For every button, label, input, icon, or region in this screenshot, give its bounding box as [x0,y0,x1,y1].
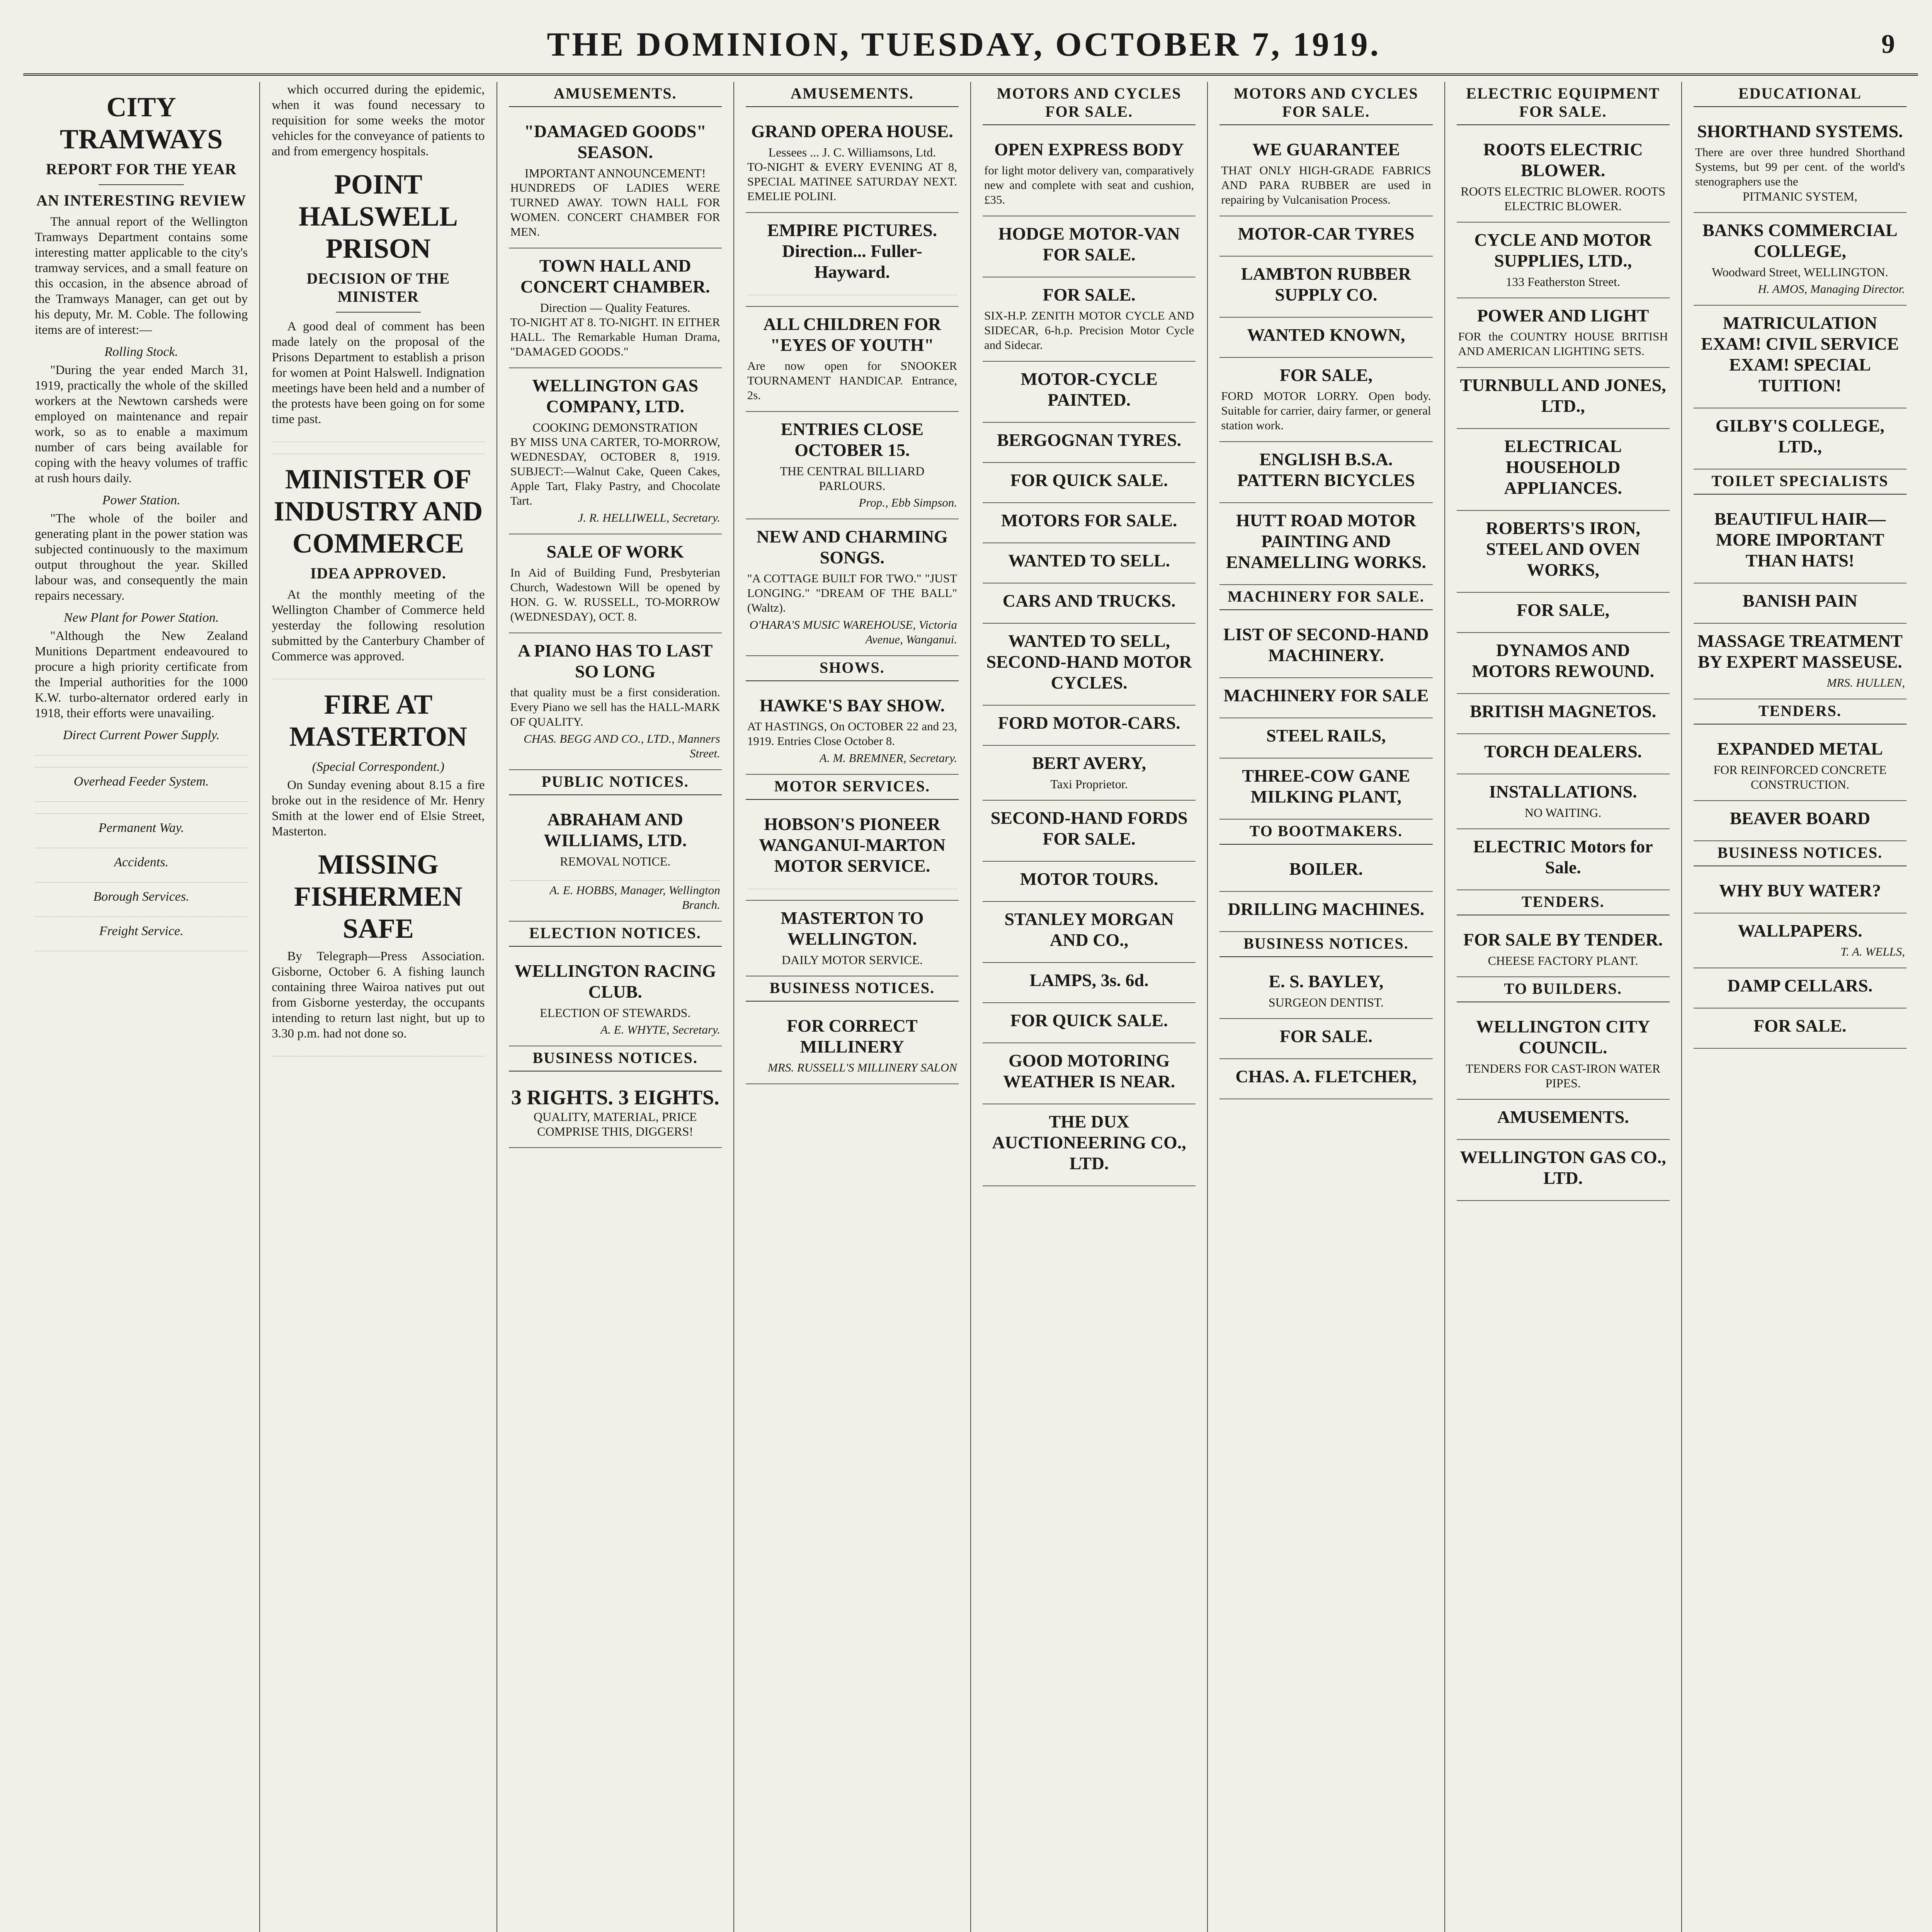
ad-massage [1694,624,1906,699]
ad-title: MOTOR TOURS. [1020,869,1158,889]
divider [99,184,184,185]
headline-point-halswell: POINT HALSWELL PRISON [298,169,458,264]
ad-title: AMUSEMENTS. [1497,1107,1629,1127]
ad-piano [509,633,722,770]
ad-title: EMPIRE PICTURES. Direction... Fuller-Hayward. [767,220,937,282]
ad-title: LIST OF SECOND-HAND MACHINERY. [1223,624,1429,665]
ad-title: DRILLING MACHINES. [1228,899,1425,919]
ad-body: SIX-H.P. ZENITH MOTOR CYCLE AND SIDECAR, 6-h.p. Precision Motor Cycle and Sidecar. [984,309,1194,352]
column-motors-cycles [971,82,1208,1932]
ad-title: DYNAMOS AND MOTORS REWOUND. [1472,640,1655,681]
article-paragraph: By Telegraph—Press Association. Gisborne, October 6. A fishing launch containing three Wairoa natives put out from Gisborne yesterday, the occupants intending to return last night, but up to 3.30 p.m. had not done so. [272,949,485,1041]
ad-title: ELECTRIC Motors for Sale. [1473,837,1653,877]
ad-line: 133 Featherston Street. [1506,275,1621,289]
ad-for-sale [1457,593,1670,633]
ad-machinery-for-sale [1219,678,1432,718]
ad-title: POWER AND LIGHT [1477,306,1649,325]
ad-title: FOR SALE. [1753,1016,1847,1036]
section-header-business-notices: BUSINESS NOTICES. [746,976,959,1002]
section-header-tenders: TENDERS. [1694,699,1906,724]
article-paragraph: "During the year ended March 31, 1919, practically the whole of the skilled workers at the Newtown carsheds were employed on maintenance and repair work, so as to enable a maximum number of cars being available for coping with the heavy volumes of traffic at rush hours daily. [35,363,248,485]
text-line [747,879,957,889]
masthead-title: THE DOMINION, TUESDAY, OCTOBER 7, 1919. [547,26,1381,63]
ad-body: TO-NIGHT & EVERY EVENING AT 8, SPECIAL MATINEE SATURDAY NEXT. EMELIE POLINI. [747,160,957,203]
ad-billiard-parlours [746,412,959,519]
ad-matriculation [1694,306,1906,408]
subhead-report: REPORT FOR THE YEAR [46,160,237,178]
ad-title: CYCLE AND MOTOR SUPPLIES, LTD., [1474,230,1652,270]
ad-title: BANKS COMMERCIAL COLLEGE, [1702,220,1898,261]
section-header-amusements: AMUSEMENTS. [746,82,959,107]
ad-title: FOR CORRECT MILLINERY [787,1016,918,1056]
article-paragraph: "The whole of the boiler and generating plant in the power station was subjected continuously to the maximum output throughout the year. Skilled labour was, and consequently the main repairs necessary. [35,512,248,603]
ad-signature: O'HARA'S MUSIC WAREHOUSE, Victoria Avenue, Wanganui. [749,618,957,646]
ad-second-hand-machinery [1219,617,1432,678]
ad-turnbull-jones [1457,368,1670,429]
section-header-machinery: MACHINERY FOR SALE. [1219,585,1432,610]
ad-second-hand-fords [983,801,1196,862]
ad-three-rights [509,1078,722,1148]
section-permanent-way: Permanent Way. [98,821,184,835]
ad-body: "A COTTAGE BUILT FOR TWO." "JUST LONGING." "DREAM OF THE BALL" (Waltz). [747,571,957,614]
ad-title: INSTALLATIONS. [1489,782,1637,801]
section-new-plant: New Plant for Power Station. [63,611,219,625]
ad-chas-fletcher [1219,1059,1432,1099]
ad-lamps [983,963,1196,1003]
ad-title: WHY BUY WATER? [1719,881,1881,900]
ad-dynamos-motors [1457,633,1670,694]
ad-signature: CHAS. BEGG AND CO., LTD., Manners Street. [524,732,720,760]
ad-city-council [1457,1009,1670,1100]
section-borough-services: Borough Services. [93,889,189,904]
column-amusements-2 [734,82,971,1932]
headline-minister-industry: MINISTER OF INDUSTRY AND COMMERCE [274,464,483,559]
ad-title: THREE-COW GANE MILKING PLANT, [1242,766,1410,806]
ad-masterton-motor-service [746,901,959,976]
text-line [510,871,720,881]
ad-racing-club [509,954,722,1046]
ad-gas-co [1457,1140,1670,1201]
ad-damaged-goods [509,114,722,248]
ad-motor-car-tyres [1219,216,1432,257]
text-line [35,838,248,848]
ad-title: FOR QUICK SALE. [1010,1010,1168,1030]
ad-grand-opera-house [746,114,959,213]
text-line [35,907,248,917]
ad-body: In Aid of Building Fund, Presbyterian Church, Wadestown Will be opened by HON. G. W. RUSSELL, TO-MORROW (WEDNESDAY), OCT. 8. [510,566,720,623]
column-motors-machinery [1208,82,1445,1932]
section-header-toilet-specialists: TOILET SPECIALISTS [1694,469,1906,495]
ad-eyes-of-youth [746,307,959,412]
ad-title: FOR SALE. [1279,1026,1372,1046]
ad-title: BERT AVERY, [1032,753,1146,773]
ad-motoring-weather [983,1043,1196,1104]
ad-torch-dealers [1457,734,1670,774]
ad-line: Woodward Street, WELLINGTON. [1712,265,1888,279]
ad-abraham-williams [509,802,722,922]
ad-power-and-light [1457,298,1670,368]
ad-cheese-factory [1457,922,1670,977]
ad-title: A PIANO HAS TO LAST SO LONG [517,641,713,681]
dateline: (Special Correspondent.) [312,760,445,774]
ad-title: WANTED TO SELL, SECOND-HAND MOTOR CYCLES. [986,631,1192,692]
ad-ford-lorry [1219,358,1432,442]
ad-express-body [983,132,1196,216]
ad-installations [1457,774,1670,829]
ad-title: GOOD MOTORING WEATHER IS NEAR. [1003,1051,1175,1091]
ad-title: GRAND OPERA HOUSE. [751,121,953,141]
ad-title: WELLINGTON GAS COMPANY, LTD. [532,376,699,416]
ad-title: MACHINERY FOR SALE [1223,685,1429,705]
section-direct-current: Direct Current Power Supply. [63,728,220,742]
ad-title: LAMPS, 3s. 6d. [1029,970,1149,990]
section-header-public-notices: PUBLIC NOTICES. [509,770,722,795]
ad-bergognan-tyres [983,423,1196,463]
section-power-station: Power Station. [102,493,180,507]
subhead-decision: DECISION OF THE MINISTER [306,270,450,305]
section-overhead-feeder: Overhead Feeder System. [73,774,209,789]
ad-signature: Prop., Ebb Simpson. [859,496,957,509]
ad-line: COOKING DEMONSTRATION [532,420,698,434]
ad-body: FORD MOTOR LORRY. Open body. Suitable for carrier, dairy farmer, or general station work. [1221,389,1431,432]
ad-drilling-machines [1219,892,1432,932]
section-header-election-notices: ELECTION NOTICES. [509,922,722,947]
text-line [35,792,248,802]
ad-title: TOWN HALL AND CONCERT CHAMBER. [520,256,710,296]
ad-title: OPEN EXPRESS BODY [994,139,1184,159]
text-line [272,432,485,442]
text-line [272,670,485,679]
section-header-educational: EDUCATIONAL [1694,82,1906,107]
text-line [35,758,248,767]
ad-body: for light motor delivery van, comparatively new and complete with seat and cushion, £35. [984,163,1194,206]
ad-title: FOR SALE, [1516,600,1610,620]
ad-title: ALL CHILDREN FOR "EYES OF YOUTH" [763,314,941,355]
ad-lambton-rubber [1219,257,1432,318]
ad-milking-plant [1219,759,1432,820]
section-header-builders: TO BUILDERS. [1457,977,1670,1002]
ad-title: BOILER. [1289,859,1363,879]
article-paragraph: At the monthly meeting of the Wellington Chamber of Commerce held yesterday the following resolution submitted by the Canterbury Chamber of Commerce was approved. [272,588,485,663]
subhead-review: AN INTERESTING REVIEW [36,192,247,209]
ad-title: BEAUTIFUL HAIR—MORE IMPORTANT THAN HATS! [1714,509,1886,570]
ad-title: MOTOR-CAR TYRES [1238,224,1415,243]
text-line [272,444,485,454]
ad-title: MASTERTON TO WELLINGTON. [781,908,924,949]
ad-title: CARS AND TRUCKS. [1002,591,1176,611]
ad-roots-blower [1457,132,1670,223]
ad-title: TORCH DEALERS. [1484,742,1642,761]
ad-motors-for-sale [983,503,1196,543]
ad-title: FOR SALE. [1043,285,1136,304]
ad-quick-sale-2 [983,1003,1196,1043]
ad-title: FOR QUICK SALE. [1010,470,1168,490]
ad-title: SECOND-HAND FORDS FOR SALE. [990,808,1188,849]
ad-household-appliances [1457,429,1670,511]
ad-empire-pictures [746,213,959,307]
ad-signature: A. E. WHYTE, Secretary. [600,1023,720,1036]
ad-title: WANTED KNOWN, [1247,325,1405,345]
ad-british-magnetos [1457,694,1670,734]
ad-title: WELLINGTON RACING CLUB. [514,961,716,1002]
ad-dux-auctioneering [983,1104,1196,1186]
ad-line: IMPORTANT ANNOUNCEMENT! [524,166,706,180]
column-amusements [497,82,734,1932]
ad-title: WALLPAPERS. [1738,921,1862,940]
ad-line: Direction — Quality Features. [540,301,690,315]
ad-body: THAT ONLY HIGH-GRADE FABRICS AND PARA RUBBER are used in repairing by Vulcanisation Process. [1221,163,1431,206]
ad-banks-college [1694,213,1906,306]
ad-town-hall [509,248,722,368]
section-header-business-notices: BUSINESS NOTICES. [509,1046,722,1071]
ad-body: FOR the COUNTRY HOUSE BRITISH AND AMERICAN LIGHTING SETS. [1458,330,1668,358]
ad-title: MASSAGE TREATMENT BY EXPERT MASSEUSE. [1697,631,1903,672]
ad-line: ELECTION OF STEWARDS. [540,1006,691,1020]
divider [336,312,421,313]
ad-for-sale [1219,1019,1432,1059]
ad-title: FOR SALE, [1279,365,1372,385]
ad-line: ROOTS ELECTRIC BLOWER. ROOTS ELECTRIC BLOWER. [1461,184,1666,213]
article-paragraph: On Sunday evening about 8.15 a fire broke out in the residence of Mr. Henry Smith at the lower end of Elsie Street, Masterton. [272,778,485,838]
ad-signature: T. A. WELLS, [1840,945,1905,958]
ad-boiler [1219,852,1432,892]
article-paragraph: "Although the New Zealand Munitions Department endeavoured to procure a high priority certificate from the Imperial authorities for the 1000 K.W. turbo-alternator ordered early in 1918, their efforts were unavailing. [35,629,248,720]
ad-title: EXPANDED METAL [1717,739,1883,759]
ad-title: DAMP CELLARS. [1727,976,1873,995]
article-paragraph: The annual report of the Wellington Tramways Department contains some interesting matter applicable to the city's tramway services, and a small feature on this occasion, in the absence abroad of the Tramways Manager, can get out by his deputy, Mr. M. Coble. The following items are of interest:— [35,215,248,337]
article-paragraph: which occurred during the epidemic, when it was found necessary to requisition for some weeks the motor vehicles for the conveyance of patients to and from emergency hospitals. [272,83,485,158]
ad-hodge-motor-van [983,216,1196,277]
ad-signature: A. E. HOBBS, Manager, Wellington Branch. [549,883,720,912]
ad-title: ENTRIES CLOSE OCTOBER 15. [781,419,924,460]
section-rolling-stock: Rolling Stock. [104,345,178,359]
text-line [35,804,248,814]
ad-beaver-board [1694,801,1906,841]
ad-title: BANISH PAIN [1742,591,1857,611]
ad-title: ELECTRICAL HOUSEHOLD APPLIANCES. [1504,436,1622,498]
ad-title: HAWKE'S BAY SHOW. [759,696,945,715]
ad-signature: J. R. HELLIWELL, Secretary. [578,511,720,524]
ad-line: THE CENTRAL BILLIARD PARLOURS. [780,464,925,493]
ad-title: NEW AND CHARMING SONGS. [756,527,948,567]
ad-title: E. S. BAYLEY, [1269,971,1384,991]
ad-title: "DAMAGED GOODS" SEASON. [524,121,706,162]
ad-bert-avery [983,746,1196,801]
ad-motor-tours [983,862,1196,902]
ad-expanded-metal [1694,731,1906,801]
ad-title: TURNBULL AND JONES, LTD., [1460,375,1666,416]
section-header-motors-cycles: MOTORS AND CYCLES FOR SALE. [1219,82,1432,125]
ad-title: SALE OF WORK [546,542,684,561]
ad-damp-cellars [1694,968,1906,1009]
ad-line: NO WAITING. [1524,806,1602,820]
ad-title: BRITISH MAGNETOS. [1469,701,1656,721]
headline-city-tramways: CITY TRAMWAYS [60,92,223,155]
ad-title: WELLINGTON CITY COUNCIL. [1476,1017,1650,1057]
ad-title: MOTORS FOR SALE. [1001,510,1177,530]
ad-second-hand-cycles [983,624,1196,706]
text-line [35,873,248,883]
ad-title: FOR SALE BY TENDER. [1463,930,1663,949]
column-electric-equipment [1445,82,1682,1932]
ad-title: STANLEY MORGAN AND CO., [1004,909,1174,950]
ad-line: PITMANIC SYSTEM, [1742,189,1857,203]
ad-big-text: 3 RIGHTS. 3 EIGHTS. [511,1086,719,1109]
ad-body: BY MISS UNA CARTER, TO-MORROW, WEDNESDAY, OCTOBER 8, 1919. SUBJECT:—Walnut Cake, Queen Cakes, Apple Tart, Flaky Pastry, and Chocolate Tart. [510,435,720,507]
ad-cycle-motor-supplies [1457,223,1670,298]
ad-line: CHEESE FACTORY PLANT. [1488,954,1638,968]
text-line [747,286,957,295]
ad-sale-of-work [509,534,722,633]
ad-cars-trucks [983,583,1196,624]
ad-bsa-bicycles [1219,442,1432,503]
section-header-motor-services: MOTOR SERVICES. [746,775,959,800]
ad-line: DAILY MOTOR SERVICE. [781,953,923,967]
section-header-business-notices: BUSINESS NOTICES. [1219,932,1432,957]
ad-title: ENGLISH B.S.A. PATTERN BICYCLES [1237,449,1415,490]
ad-title: CHAS. A. FLETCHER, [1235,1066,1417,1086]
ad-wanted-to-sell [983,543,1196,583]
ad-line: Lessees ... J. C. Williamsons, Ltd. [768,145,936,159]
ad-title: HUTT ROAD MOTOR PAINTING AND ENAMELLING WORKS. [1226,510,1426,572]
ad-title: WE GUARANTEE [1252,139,1400,159]
ad-line: Taxi Proprietor. [1050,777,1128,791]
text-line [35,746,248,755]
ad-title: THE DUX AUCTIONEERING CO., LTD. [992,1112,1186,1173]
ad-signature: MRS. HULLEN, [1827,676,1905,689]
section-header-amusements: AMUSEMENTS. [509,82,722,107]
ad-new-songs [746,519,959,656]
ad-title: FORD MOTOR-CARS. [998,713,1180,733]
column-educational [1682,82,1918,1932]
ad-body: that quality must be a first consideration. Every Piano we sell has the HALL-MARK OF QUALITY. [510,685,720,728]
ad-title: ROBERTS'S IRON, STEEL AND OVEN WORKS, [1486,518,1640,580]
section-header-shows: SHOWS. [746,656,959,681]
ad-hutt-road-painting [1219,503,1432,585]
ad-electric-motors [1457,829,1670,890]
ad-why-buy-water [1694,873,1906,913]
text-line [35,942,248,951]
ad-line: SURGEON DENTIST. [1268,995,1384,1009]
ad-hobsons-motor-service [746,807,959,901]
ad-title: ABRAHAM AND WILLIAMS, LTD. [544,810,687,850]
ad-beautiful-hair [1694,502,1906,583]
ad-we-guarantee [1219,132,1432,216]
section-header-motors-cycles: MOTORS AND CYCLES FOR SALE. [983,82,1196,125]
ad-signature: MRS. RUSSELL'S MILLINERY SALON [767,1061,957,1074]
ad-title: WELLINGTON GAS CO., LTD. [1460,1147,1666,1188]
ad-title: WANTED TO SELL. [1008,551,1170,570]
ad-signature: H. AMOS, Managing Director. [1758,282,1905,296]
ad-shorthand [1694,114,1906,213]
masthead [23,15,1918,76]
columns [23,82,1918,1932]
subhead-idea-approved: IDEA APPROVED. [310,565,446,582]
ad-for-sale [1694,1009,1906,1049]
ad-hawkes-bay-show [746,688,959,775]
page-number: 9 [1881,29,1895,59]
ad-line: FOR REINFORCED CONCRETE CONSTRUCTION. [1713,763,1887,791]
ad-millinery [746,1009,959,1084]
ad-line: REMOVAL NOTICE. [560,854,671,868]
ad-title: HODGE MOTOR-VAN FOR SALE. [998,224,1180,264]
ad-motor-cycle-painted [983,362,1196,423]
headline-missing-fishermen: MISSING FISHERMEN SAFE [294,849,463,944]
ad-roberts-works [1457,511,1670,593]
ad-body: TO-NIGHT AT 8. TO-NIGHT. IN EITHER HALL. The Remarkable Human Drama, "DAMAGED GOODS." [510,315,720,358]
ad-steel-rails [1219,718,1432,759]
ad-title: HOBSON'S PIONEER WANGANUI-MARTON MOTOR SERVICE. [759,814,946,876]
headline-fire-masterton: FIRE AT MASTERTON [289,689,467,752]
section-header-bootmakers: TO BOOTMAKERS. [1219,820,1432,845]
ad-title: BEAVER BOARD [1730,808,1871,828]
ad-amusements [1457,1100,1670,1140]
article-paragraph: A good deal of comment has been made lately on the proposal of the Prisons Department to establish a prison for women at Point Halswell. Indignation meetings have been held and a number of the protests have been going on for some time past. [272,320,485,426]
ad-banish-pain [1694,583,1906,624]
section-header-tenders: TENDERS. [1457,890,1670,915]
ad-body: There are over three hundred Shorthand Systems, but 99 per cent. of the world's stenographers use the [1695,145,1905,188]
column-news [260,82,497,1932]
ad-line: QUALITY, MATERIAL, PRICE COMPRISE THIS, DIGGERS! [533,1110,697,1138]
section-freight-service: Freight Service. [99,924,184,938]
ad-dentist [1219,964,1432,1019]
ad-line: TENDERS FOR CAST-IRON WATER PIPES. [1466,1061,1661,1090]
ad-title: STEEL RAILS, [1266,726,1386,745]
ad-wallpapers [1694,913,1906,968]
ad-title: LAMBTON RUBBER SUPPLY CO. [1241,264,1411,304]
ad-stanley-morgan [983,902,1196,963]
text-line [272,1047,485,1056]
ad-title: ROOTS ELECTRIC BLOWER. [1483,139,1643,180]
ad-zenith-cycle [983,277,1196,362]
ad-body: Are now open for SNOOKER TOURNAMENT HANDICAP. Entrance, 2s. [747,359,957,402]
ad-body: AT HASTINGS, On OCTOBER 22 and 23, 1919. Entries Close October 8. [747,719,957,748]
ad-signature: A. M. BREMNER, Secretary. [819,751,957,765]
ad-title: MATRICULATION EXAM! CIVIL SERVICE EXAM! SPECIAL TUITION! [1701,313,1899,395]
ad-title: MOTOR-CYCLE PAINTED. [1020,369,1158,410]
ad-ford-motor-cars [983,706,1196,746]
section-header-business-notices: BUSINESS NOTICES. [1694,841,1906,866]
section-accidents: Accidents. [114,855,168,869]
ad-title: BERGOGNAN TYRES. [997,430,1182,450]
ad-body: HUNDREDS OF LADIES WERE TURNED AWAY. TOWN HALL FOR WOMEN. CONCERT CHAMBER FOR MEN. [510,181,720,238]
ad-gilbys-college [1694,408,1906,469]
ad-title: SHORTHAND SYSTEMS. [1697,121,1903,141]
ad-gas-company [509,368,722,534]
section-header-electric-equipment: ELECTRIC EQUIPMENT FOR SALE. [1457,82,1670,125]
ad-quick-sale [983,463,1196,503]
ad-title: GILBY'S COLLEGE, LTD., [1715,416,1884,456]
column-city-tramways [23,82,260,1932]
ad-wanted-known [1219,318,1432,358]
